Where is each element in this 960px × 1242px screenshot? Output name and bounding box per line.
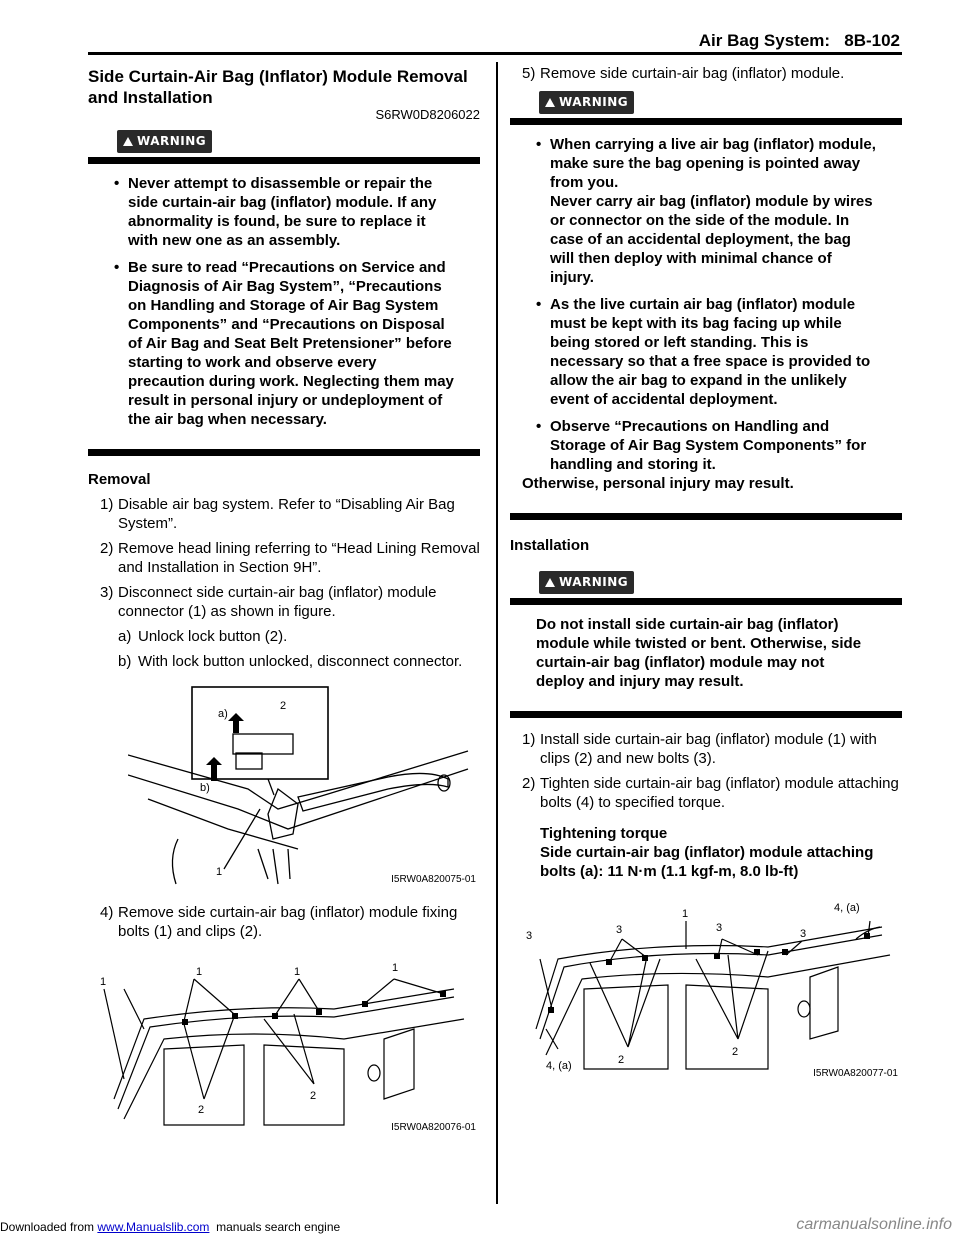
label-1: 1 [196,966,203,978]
figure-connector [128,679,480,891]
label-2: 2 [618,1054,625,1066]
left-column [88,64,480,1139]
figure-code: I5RW0A820076-01 [391,1122,476,1133]
warning-bar-bottom [88,449,480,456]
warning-box [510,571,902,718]
label-2: 2 [310,1090,317,1102]
label-4a: 4, (a) [546,1060,572,1072]
warning-triangle-icon [545,98,555,107]
warning-bar-bottom [510,711,902,718]
header-rule [88,52,902,55]
label-1: 1 [294,966,301,978]
step: 3) Disconnect side curtain-air bag (inflator) module connector (1) as shown in figure. [100,584,437,620]
substep: b) With lock button unlocked, disconnect connector. [118,653,463,670]
figure-code: I5RW0A820075-01 [391,874,476,885]
label-1: 1 [392,962,399,974]
label-1: 1 [216,866,223,878]
label-2: 2 [198,1104,205,1116]
column-divider [496,62,498,1204]
warning-badge [539,91,634,114]
label-3: 3 [716,922,723,934]
warning-badge [117,130,212,153]
warning-box [88,130,480,456]
warning-text: Do not install side curtain-air bag (inflator) module while twisted or bent. Otherwise, side curtain-air bag (inflator) module may not deploy and injury may result. [536,616,862,690]
label-a: a) [218,708,228,720]
warning-label: WARNING [559,95,629,109]
page-header-title: Air Bag System: 8B-102 [698,31,900,50]
connector-illustration [128,679,480,891]
warning-box [510,91,902,520]
warning-bar-top [510,598,902,605]
figure-install [518,899,902,1085]
label-2: 2 [732,1046,739,1058]
step: 2) Remove head lining referring to “Head Lining Removal and Installation in Section 9H”. [100,540,480,576]
step: 4) Remove side curtain-air bag (inflator) module fixing bolts (1) and clips (2). [100,904,458,940]
warning-item: • As the live curtain air bag (inflator) module must be kept with its bag facing up while being stored or left standing. This is necessary so that a free space is provided to allow the air bag to expand in the unlikely event of accidental deployment. [536,295,876,409]
warning-badge [539,571,634,594]
warning-triangle-icon [545,578,555,587]
step: 5) Remove side curtain-air bag (inflator) module. [522,65,845,82]
install-illustration [518,899,902,1085]
right-column [510,64,902,1085]
warning-item: • Be sure to read “Precautions on Service and Diagnosis of Air Bag System”, “Precautions on Handling and Storage of Air Bag System Components” and “Precautions on Disposal of Air Bag and Seat Belt Pretensioner” before starting to work and observe every precaution during work. Neglecting them may result in personal injury or undeployment of the air bag when necessary. [114,258,454,429]
installation-heading: Installation [510,537,590,554]
footer-download: Downloaded from www.Manualslib.com manuals search engine [0,1220,341,1234]
section-title: Side Curtain-Air Bag (Inflator) Module Removal and Installation [88,67,468,107]
figure-code: I5RW0A820077-01 [813,1068,898,1079]
warning-item: • Observe “Precautions on Handling and Storage of Air Bag System Components” for handling and storing it. [536,417,876,474]
manualslib-link[interactable]: www.Manualslib.com [97,1220,210,1234]
warning-label: WARNING [137,134,207,148]
warning-item: • When carrying a live air bag (inflator) module, make sure the bag opening is pointed away from you. Never carry air bag (inflator) module by wires or connector on the side of the module. In case of an accidental deployment, the bag will then deploy with minimal chance of injury. [536,135,876,287]
warning-item: • Never attempt to disassemble or repair the side curtain-air bag (inflator) module. If any abnormality is found, be sure to replace it with new one as an assembly. [114,174,454,250]
label-3: 3 [800,928,807,940]
label-b: b) [200,782,210,794]
figure-bolts-clips [94,949,480,1139]
step: 1) Install side curtain-air bag (inflator) module (1) with clips (2) and new bolts (3). [522,731,877,767]
warning-bar-top [88,157,480,164]
removal-heading: Removal [88,471,151,488]
bolts-clips-illustration [94,949,480,1139]
label-1: 1 [682,908,689,920]
warning-bar-top [510,118,902,125]
step: 1) Disable air bag system. Refer to “Disabling Air Bag System”. [100,496,455,532]
footer-watermark: carmanualsonline.info [796,1216,952,1233]
label-2: 2 [280,700,287,712]
substep: a) Unlock lock button (2). [118,628,288,645]
section-code: S6RW0D8206022 [375,107,480,122]
torque-heading: Tightening torque [540,825,668,842]
label-3: 3 [526,930,533,942]
label-4a: 4, (a) [834,902,860,914]
step: 2) Tighten side curtain-air bag (inflator) module attaching bolts (4) to specified torque. [522,775,899,811]
label-3: 3 [616,924,623,936]
torque-spec: Side curtain-air bag (inflator) module attaching bolts (a): 11 N·m (1.1 kgf-m, 8.0 lb-ft) [540,844,874,880]
warning-label: WARNING [559,575,629,589]
warning-triangle-icon [123,137,133,146]
label-1: 1 [100,976,107,988]
warning-bar-bottom [510,513,902,520]
warning-tail: Otherwise, personal injury may result. [522,475,794,492]
